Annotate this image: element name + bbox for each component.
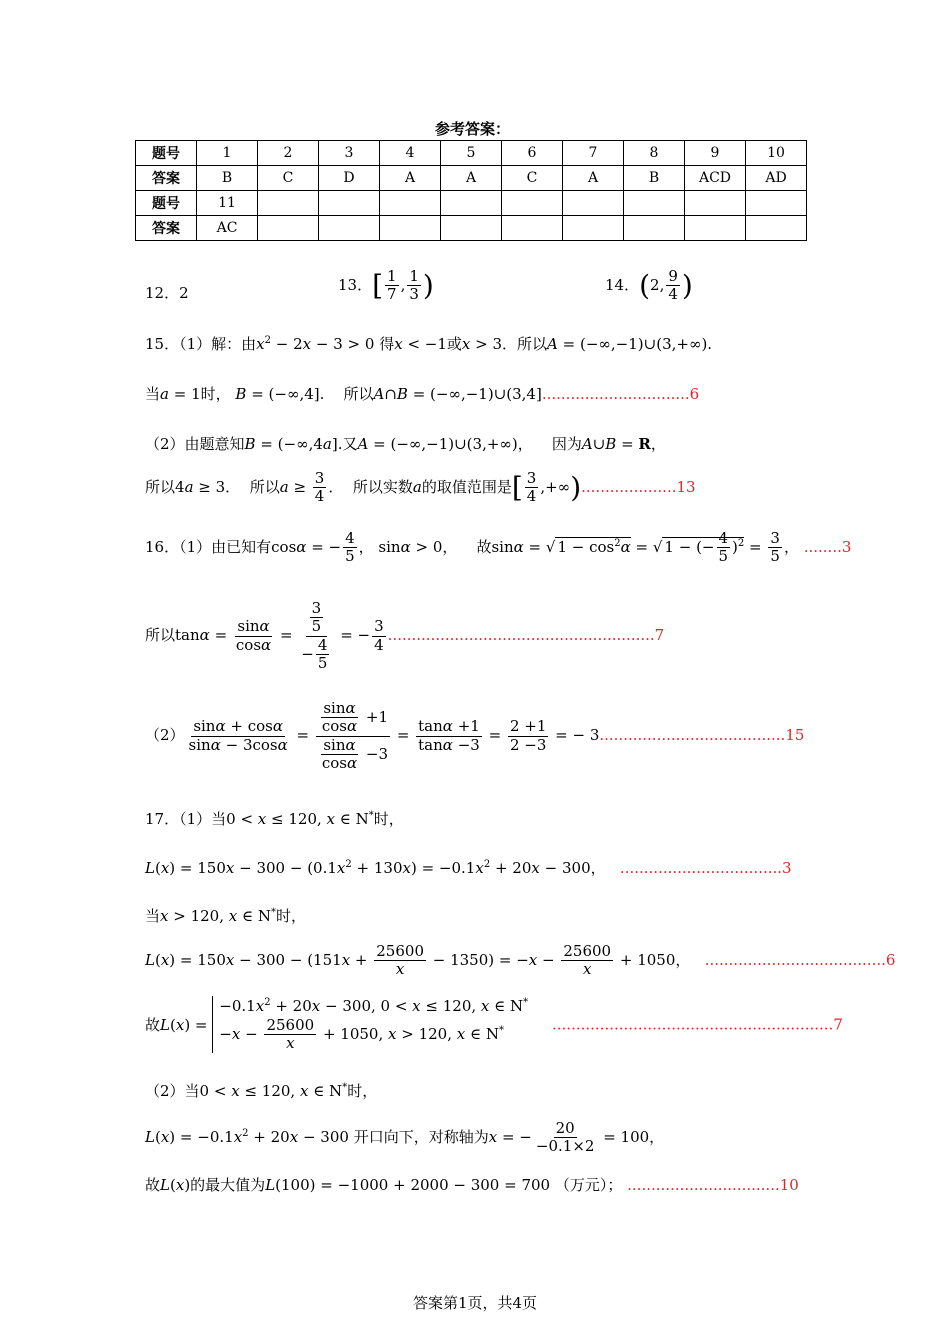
score-mark: ...........................................................7 <box>552 1015 843 1034</box>
table-cell <box>624 191 685 216</box>
table-cell: AC <box>197 216 258 241</box>
q15-line1: 15．（1）解：由$x^2 - 2x - 3 > 0$ 得x < −1或x > 3．所以A = (−∞,−1)∪(3,+∞). <box>145 335 713 353</box>
q17-line8: 故L(x)的最大值为L(100) = −1000 + 2000 − 300 = 700 （万元）； ................................10 <box>145 1176 799 1194</box>
table-cell: B <box>197 166 258 191</box>
score-mark: ....................13 <box>581 477 696 496</box>
q15-line2: 当a = 1时， B = (−∞,4]. 所以A∩B = (−∞,−1)∪(3,4]...............................6 <box>145 385 700 403</box>
table-cell: C <box>258 166 319 191</box>
table-cell <box>258 216 319 241</box>
table-cell: 9 <box>685 141 746 166</box>
score-mark: ........3 <box>803 537 852 556</box>
q13-answer: 13．[ $\frac{1}{7}$ , $\frac{1}{3}$ ) <box>338 267 434 304</box>
table-cell: 5 <box>441 141 502 166</box>
table-cell: 1 <box>197 141 258 166</box>
table-cell <box>685 191 746 216</box>
table-cell <box>563 191 624 216</box>
q13-label: 13． <box>338 275 373 294</box>
answer-table <box>135 140 807 241</box>
table-cell <box>319 216 380 241</box>
table-header-cell: 题号 <box>136 141 197 166</box>
table-cell: 3 <box>319 141 380 166</box>
table-cell <box>502 216 563 241</box>
score-mark: ...............................6 <box>541 385 700 403</box>
q17-line6: （2）当0 < x ≤ 120, x ∈ N*时， <box>145 1082 378 1100</box>
table-cell: 4 <box>380 141 441 166</box>
table-cell <box>319 191 380 216</box>
score-mark: ......................................6 <box>704 950 896 969</box>
table-cell: ACD <box>685 166 746 191</box>
q16-line1: 16．（1）由已知有cosα = − $\frac{4}{5}$ ， sinα > 0， 故sinα = √ $1 - \cos^2\alpha$ = √ 1 − (− $\frac{4}{5}$ )$^2$ = $\frac{3}{5}$ ， ........3 <box>145 529 852 566</box>
q17-line4: L(x) = 150x − 300 − (151x + $\frac{25600}{x}$ − 1350) = −x − $\frac{25600}{x}$ + 1050， ......................................6 <box>145 942 896 979</box>
table-header-cell: 答案 <box>136 216 197 241</box>
table-cell: A <box>563 166 624 191</box>
table-cell: A <box>380 166 441 191</box>
q16-line3: （2） $\frac{\sin\alpha + \cos\alpha}{\sin\alpha - 3\cos\alpha}$ = $\frac{\sin\alpha}{\cos\alpha}$ +1 $\frac{\sin\alpha}{\cos\alpha}$ −3 = $\frac{\tan\alpha +1}{\tan\alpha -3}$ = $\frac{2 +1}{2 -3}$ = − 3.......................................15 <box>145 699 805 772</box>
table-cell <box>441 216 502 241</box>
table-cell: 7 <box>563 141 624 166</box>
table-cell: C <box>502 166 563 191</box>
q12-answer: 12．2 <box>145 284 189 302</box>
table-cell <box>441 191 502 216</box>
q17-line3: 当x > 120, x ∈ N*时， <box>145 907 307 925</box>
table-cell: 10 <box>746 141 807 166</box>
table-cell <box>380 191 441 216</box>
table-cell: D <box>319 166 380 191</box>
score-mark: ........................................................7 <box>387 626 665 644</box>
q14-label: 14． <box>605 275 640 294</box>
table-cell: B <box>624 166 685 191</box>
q17-line5: 故$L(x) = -0.1x^2 + 20x - 300$, 0 < x ≤ 120, x ∈ N* −x − $\frac{25600}{x}$ + 1050, x > 120, x ∈ N* ...........................................................7 <box>145 997 843 1053</box>
q17-line1: 17．（1）当0 < x ≤ 120, x ∈ N*时， <box>145 810 404 828</box>
table-cell: 2 <box>258 141 319 166</box>
table-cell <box>746 216 807 241</box>
q15-line4: 所以4a ≥ 3． 所以a ≥ $\frac{3}{4}$ ． 所以实数a的取值范围是[ $\frac{3}{4}$ ,+∞)....................13 <box>145 469 696 506</box>
table-header-cell: 答案 <box>136 166 197 191</box>
table-cell: 8 <box>624 141 685 166</box>
score-mark: ................................10 <box>627 1176 799 1194</box>
score-mark: .......................................15 <box>599 726 805 744</box>
table-cell: A <box>441 166 502 191</box>
table-cell <box>685 216 746 241</box>
table-cell <box>624 216 685 241</box>
table-cell: AD <box>746 166 807 191</box>
page-footer: 答案第1页，共4页 <box>412 1294 538 1312</box>
q14-answer: 14．(2, $\frac{9}{4}$ ) <box>605 267 693 304</box>
table-cell: 11 <box>197 191 258 216</box>
table-cell <box>563 216 624 241</box>
table-row <box>136 141 807 166</box>
table-row <box>136 191 807 216</box>
table-cell <box>746 191 807 216</box>
table-cell <box>380 216 441 241</box>
table-cell: 6 <box>502 141 563 166</box>
q17-line7: $L(x) = -0.1x^2 + 20x - 300$ 开口向下，对称轴为x = − $\frac{20}{-0.1\times 2}$ = 100， <box>145 1119 665 1156</box>
q16-line2: 所以tanα = $\frac{\sin\alpha}{\cos\alpha}$ = $\frac{3}{5}$ − $\frac{4}{5}$ = − $\frac{3}{4}$ ........................................................7 <box>145 599 665 672</box>
table-row <box>136 166 807 191</box>
table-cell <box>258 191 319 216</box>
table-cell <box>502 191 563 216</box>
page-title: 参考答案： <box>435 120 511 138</box>
table-header-cell: 题号 <box>136 191 197 216</box>
q17-line2: $L(x) = 150x - 300 - (0.1x^2 + 130x) = -0.1x^2 + 20x - 300$， ..................................3 <box>145 859 792 877</box>
table-row <box>136 216 807 241</box>
q15-line3: （2）由题意知B = (−∞,4a].又A = (−∞,−1)∪(3,+∞)， 因为A∪B = R， <box>145 435 666 453</box>
score-mark: ..................................3 <box>619 859 792 877</box>
